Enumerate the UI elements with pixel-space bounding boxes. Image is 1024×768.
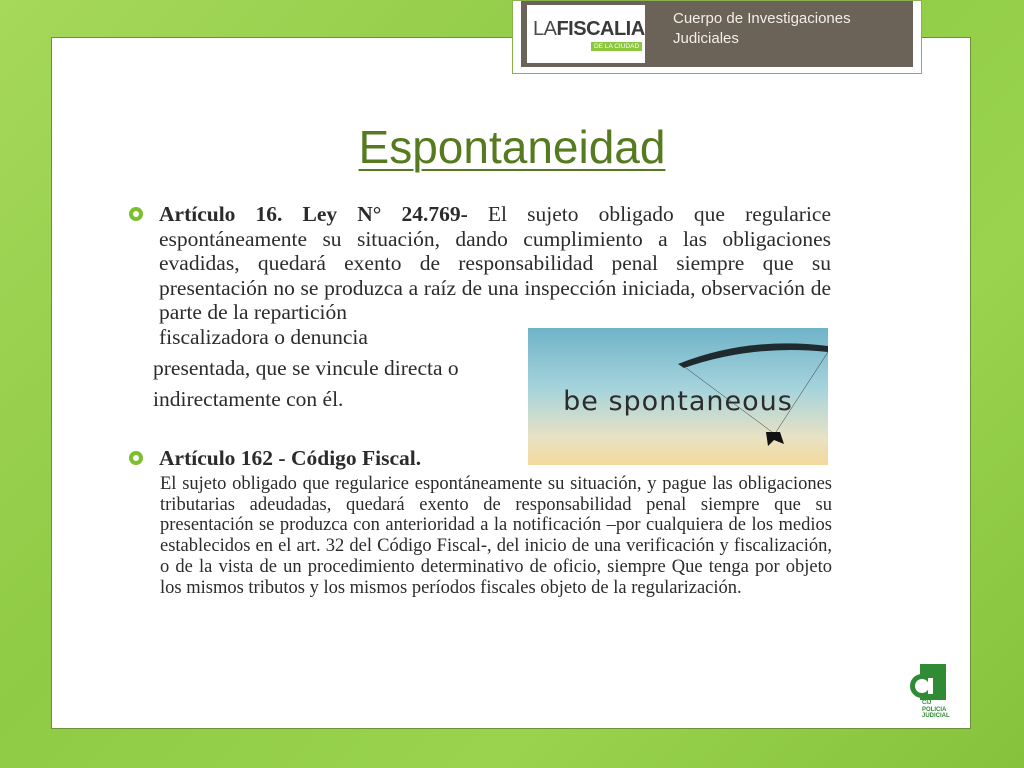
circle-bullet-icon	[129, 207, 143, 221]
article-162-paragraph: El sujeto obligado que regularice espontáneamente su situación, y pague las obligaciones tributarias adeudadas, quedará exento de responsabilidad penal siempre que su presentación se produzca con anterioridad a la notificación –por cualquiera de los medios establecidos en el art. 32 del Código Fiscal-, del inicio de una verificación y fiscalización, o de la vista de un procedimiento determinativo de oficio, siempre Que tenga por objeto los mismos tributos y los mismos períodos fiscales objeto de la regularización.	[160, 474, 832, 598]
fiscalia-logo	[527, 5, 645, 63]
slide-title: Espontaneidad	[358, 121, 666, 173]
header-panel	[521, 1, 913, 67]
sky-photo	[528, 328, 828, 465]
be-spontaneous-image	[528, 328, 828, 465]
article-16-heading: Artículo 16. Ley N° 24.769-	[159, 202, 468, 226]
header-title: Cuerpo de Investigaciones Judiciales	[673, 10, 851, 47]
article-16-text: El sujeto obligado que regularice espontáneamente su situación, dando cumplimiento a las obligaciones evadidas, quedará exento de responsabilidad penal siempre que su presentación no se produzca a raíz de una inspección iniciada, observación de parte de la repartición	[159, 202, 832, 324]
article-16-last-line: fiscalizadora o denuncia	[159, 324, 368, 349]
logo-la: LA	[533, 18, 557, 40]
cij-logo-text	[922, 700, 950, 720]
cij-logo-line-1: CIJ	[922, 700, 932, 706]
cij-logo-line-3: JUDICIAL	[922, 713, 950, 719]
article-16-paragraph	[159, 202, 831, 349]
image-caption: be spontaneous	[563, 386, 793, 417]
logo-subtitle: DE LA CIUDAD	[591, 42, 642, 51]
article-162-heading: Artículo 162 - Código Fiscal.	[159, 446, 422, 470]
header-box	[512, 0, 922, 74]
logo-wordmark	[533, 18, 645, 41]
article-16-continuation-2: indirectamente con él.	[153, 387, 344, 411]
cij-logo-line-2: POLICIA	[922, 706, 947, 713]
article-16-continuation-1: presentada, que se vincule directa o	[153, 356, 459, 380]
circle-bullet-icon	[129, 451, 143, 465]
logo-fiscalia: FISCALIA	[556, 18, 645, 40]
